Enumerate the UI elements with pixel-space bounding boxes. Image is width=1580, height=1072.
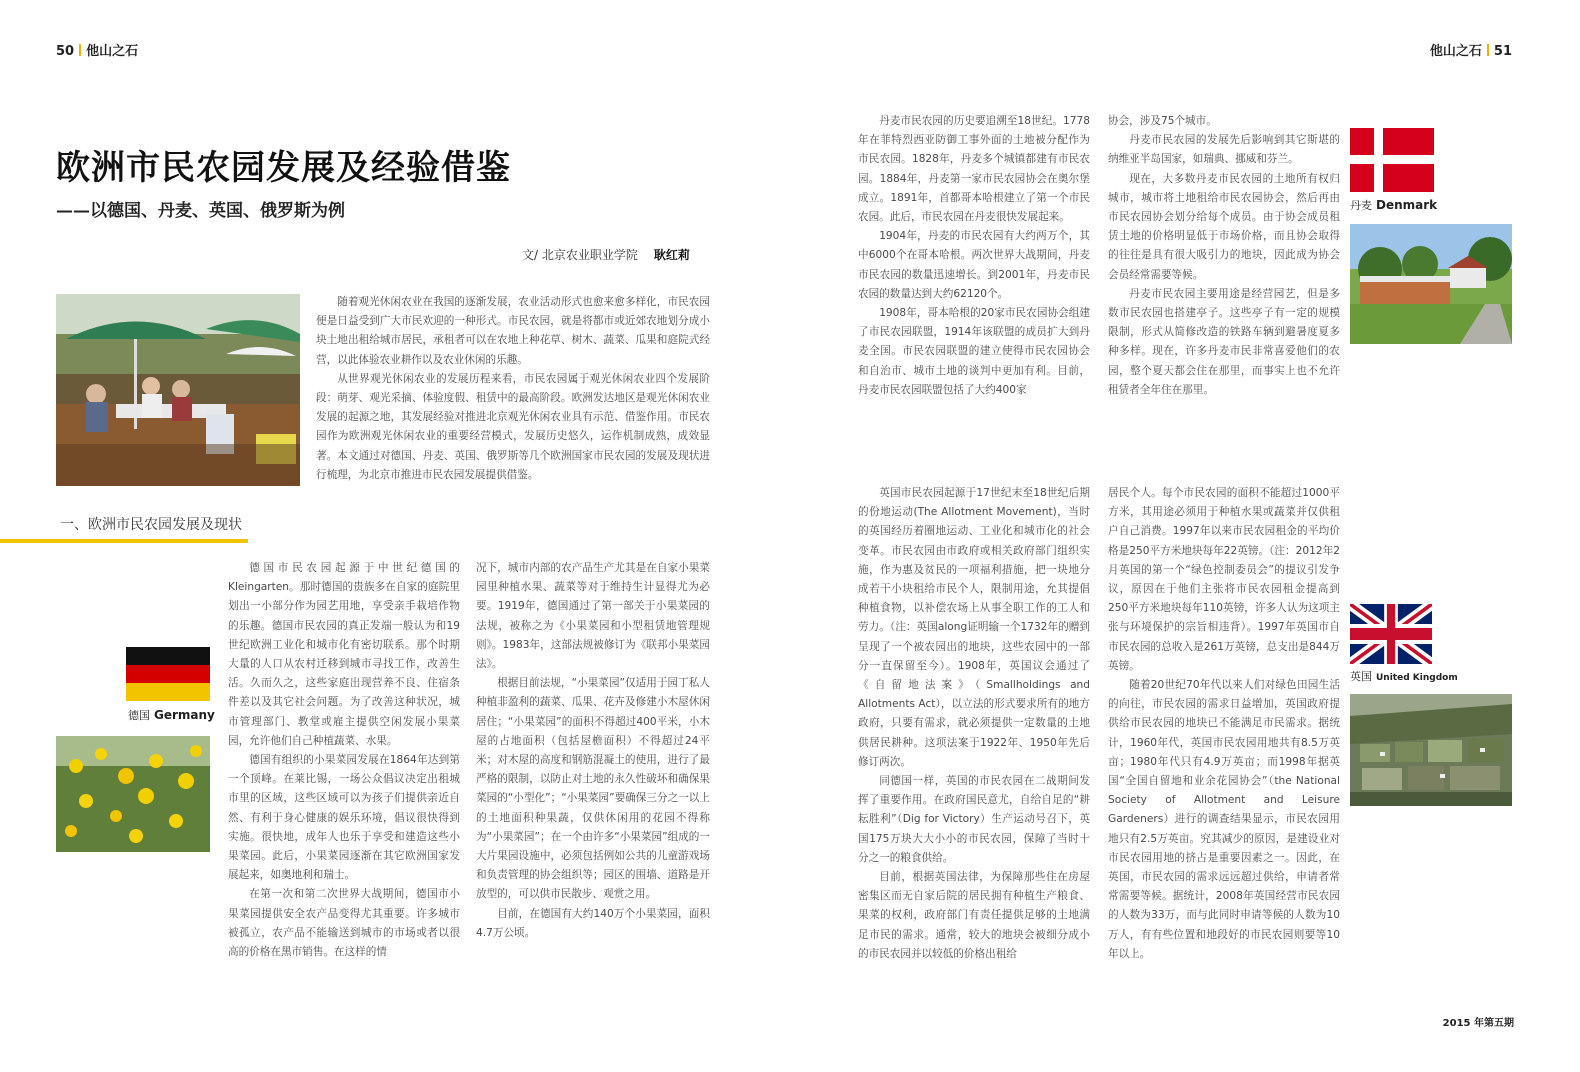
uk-paragraph: 居民个人。每个市民农园的面积不能超过1000平方米，其用途必须用于种植水果或蔬菜并仅供租户自己消费。1997年以来市民农园租金的平均价格是250平方米地块每年22英镑。（注：2012年2月英国的第一个“绿色控制委员会”的提议引发争议，原因在于他们主张将市民农园租金提高到250平方米地块每年110英镑，许多人认为这项主张与环境保护的宗旨相违背）。1997年英国市自市民农园的总收入是261万英镑，总支出是844万英镑。 [1108, 487, 1340, 672]
article-byline [522, 246, 690, 263]
page-number-right: 51 [1493, 44, 1512, 59]
denmark-label-en: Denmark [1376, 198, 1438, 212]
column-title-left: 他山之石 [86, 44, 139, 59]
germany-column-2 [476, 559, 710, 979]
uk-label [1350, 668, 1458, 684]
germany-label [128, 707, 215, 723]
author-affiliation: 文/ 北京农业职业学院 [522, 248, 638, 262]
germany-paragraph: 在第一次和第二次世界大战期间，德国市小果菜园提供安全农产品变得尤其重要。许多城市被孤立，农产品不能输送到城市的市场或者以很高的价格在黑市销售。在这样的情 [228, 888, 460, 959]
article-title: 欧洲市民农园发展及经验借鉴 [56, 148, 511, 188]
page-header-left [56, 40, 138, 59]
page-header-right [1430, 40, 1512, 59]
article-subtitle: ——以德国、丹麦、英国、俄罗斯为例 [56, 201, 345, 221]
intro-text [316, 293, 710, 493]
germany-paragraph: 德国市民农园起源于中世纪德国的Kleingarten。那时德国的贵族多在自家的庭院里划出一小部分作为园艺用地，享受亲手栽培作物的乐趣。德国市民农园的真正发端一般认为和19世纪欧洲工业化和城市化有密切联系。那个时期大量的人口从农村迁移到城市寻找工作，改善生活。久而久之，这些家庭出现营养不良、住宿条件差以及其它社会问题。为了改善这种状况，城市管理部门、教堂或雇主提供空闲发展小果菜园，允许他们自己种植蔬菜、水果。 [228, 562, 460, 747]
sunflower-photo [56, 736, 210, 852]
germany-column-1 [228, 559, 460, 999]
denmark-label [1350, 197, 1437, 213]
issue-footer: 2015 年第五期 [1442, 1018, 1514, 1029]
denmark-paragraph: 丹麦市民农园主要用途是经营园艺，但是多数市民农园也搭建亭子。这些亭子有一定的规模限制，形式从简修改造的铁路车辆到避暑度夏多种多样。现在，许多丹麦市民非常喜爱他们的农园，整个夏天都会住在那里，而事实上也不允许租赁者全年住在那里。 [1108, 287, 1340, 396]
cafe-photo [56, 294, 300, 486]
column-title-right: 他山之石 [1429, 44, 1482, 59]
uk-label-cn: 英国 [1350, 670, 1372, 683]
germany-paragraph: 况下，城市内部的农产品生产尤其是在自家小果菜园里种植水果、蔬菜等对于维持生计显得尤为必要。1919年，德国通过了第一部关于小果菜园的法规，被称之为《小果菜园和小型租赁地管理规则》。1983年，这部法规被修订为《联邦小果菜园法》。 [476, 562, 710, 671]
uk-label-en: United Kingdom [1376, 673, 1458, 683]
flag-denmark-icon [1350, 128, 1434, 192]
flag-germany-icon [126, 647, 210, 701]
uk-paragraph: 目前，根据英国法律，为保障那些住在房屋密集区而无自家后院的居民拥有种植生产粮食、果菜的权利，政府部门有责任提供足够的土地满足市民的需求。通常，较大的地块会被细分成小的市民农园并以较低的价格出租给 [858, 871, 1090, 960]
denmark-column-2 [1108, 112, 1340, 404]
germany-label-cn: 德国 [128, 709, 150, 722]
uk-paragraph: 同德国一样，英国的市民农园在二战期间发挥了重要作用。在政府国民意尤，自给自足的“耕耘胜利”（Dig for Victory）生产运动号召下，英国175万块大大小小的市民农园，保障了当时十分之一的粮食供给。 [858, 775, 1090, 864]
denmark-paragraph: 协会，涉及75个城市。 [1108, 115, 1217, 127]
intro-paragraph: 随着观光休闲农业在我国的逐渐发展，农业活动形式也愈来愈多样化，市民农园便是日益受到广大市民欢迎的一种形式。市民农园，就是将都市或近郊农地划分成小块土地出租给城市居民，承租者可以在农地上种花草、树木、蔬菜、瓜果和庭院式经营，以此体验农业耕作以及农业休闲的乐趣。 [316, 296, 710, 366]
denmark-paragraph: 1904年，丹麦的市民农园有大约两万个，其中6000个在哥本哈根。两次世界大战期间，丹麦市民农园的数量迅速增长。到2001年，丹麦市民农园的数量达到大约62120个。 [858, 230, 1090, 300]
uk-column-2 [1108, 484, 1340, 978]
germany-paragraph: 德国有组织的小果菜园发展在1864年达到第一个顶峰。在莱比锡，一场公众倡议决定出租城市里的区域，这些区域可以为孩子们提供亲近自然、有利于身心健康的娱乐环境，倡议很快得到实施。很快地，成年人也乐于享受和建造这些小果菜园。此后，小果菜园逐渐在其它欧洲国家发展起来，如奥地利和瑞士。 [228, 754, 460, 882]
intro-paragraph: 从世界观光休闲农业的发展历程来看，市民农园属于观光休闲农业四个发展阶段：萌芽、观光采摘、体验度假、租赁中的最高阶段。欧洲发达地区是观光休闲农业发展的起源之地，其发展经验对推进北京观光休闲农业具有示范、借鉴作用。市民农园作为欧洲观光休闲农业的重要经营模式，发展历史悠久，运作机制成熟，成效显著。本文通过对德国、丹麦、英国、俄罗斯等几个欧洲国家市民农园的发展及现状进行梳理，为北京市推进市民农园发展提供借鉴。 [316, 372, 710, 481]
flag-uk-icon [1350, 604, 1432, 664]
denmark-paragraph: 丹麦市民农园的历史要追溯至18世纪。1778年在菲特烈西亚防御工事外面的土地被分配作为市民农园。1828年，丹麦多个城镇都建有市民农园。1884年，丹麦第一家市民农园协会在奥尔堡成立。1891年，首都哥本哈根建立了第一个市民农园。此后，市民农园在丹麦很快发展起来。 [858, 115, 1090, 224]
germany-label-en: Germany [154, 708, 215, 722]
section-heading: 一、欧洲市民农园发展及现状 [60, 517, 242, 533]
denmark-paragraph: 现在，大多数丹麦市民农园的土地所有权归城市，城市将土地租给市民农园协会，然后再由市民农园协会划分给每个成员。由于协会成员租赁土地的价格明显低于市场价格，而且协会取得的往往是具有很大吸引力的地块，因此成为协会会员经常需要等候。 [1108, 172, 1340, 281]
uk-paragraph: 随着20世纪70年代以来人们对绿色田园生活的向往，市民农园的需求日益增加，英国政府提供给市民农园的地块已不能满足市民需求。据统计，1960年代，英国市民农园用地共有8.5万英亩；1980年代只有4.9万英亩；而1998年据英国“全国自留地和业余花园协会”（the National Society of Allotment and Leisure Gardeners）进行的调查结果显示，市民农园用地只有2.5万英亩。究其减少的原因，是建设业对市民农园用地的挤占是重要因素之一。因此，在英国，市民农园的需求远远超过供给，申请者常常需要等候。据统计，2008年英国经营市民农园的人数为33万，而与此同时申请等候的人数为10万人，有有些位置和地段好的市民农园则要等10年以上。 [1108, 679, 1340, 960]
author-name: 耿红莉 [653, 248, 690, 262]
uk-paragraph: 英国市民农园起源于17世纪末至18世纪后期的份地运动(The Allotment Movement)，当时的英国经历着圈地运动、工业化和城市化的社会变革。市民农园由市政府或相关政府部门组织实施，作为惠及贫民的一项福利措施，把一块地分成若干小块租给市民个人，限制用途，允其提倡种植食物，以补偿农场上从事全职工作的工人和劳力。（注：英国along证明输一个1732年的赠到呈现了一个被农园出的地块，这些农园中的一部分一直保留至今）。1908年，英国议会通过了《自留地法案》（Smallholdings and Allotments Act），以立法的形式要求所有的地方政府，只要有需求，就必须提供一定数量的土地供居民耕种。这项法案于1922年、1950年先后修订两次。 [858, 487, 1090, 768]
germany-paragraph: 目前，在德国有大约140万个小果菜园，面积4.7万公顷。 [476, 907, 710, 939]
denmark-garden-photo [1350, 224, 1512, 344]
page-number-left: 50 [56, 44, 75, 59]
denmark-column-1 [858, 112, 1090, 424]
germany-paragraph: 根据目前法规，“小果菜园”仅适用于园丁私人种植非盈利的蔬菜、瓜果、花卉及修建小木屋休闲居住；“小果菜园”的面积不得超过400平米，小木屋的占地面积（包括屋檐面积）不得超过24平米；对木屋的高度和钢筋混凝土的使用，进行了最严格的限制，以防止对土地的永久性破坏和确保果菜园的“小型化”；“小果菜园”要确保三分之一以上的土地面积种果蔬，仅供休闲用的花园不得称为“小果菜园”；在一个由许多“小果菜园”组成的一大片果园设施中，必须包括例如公共的儿童游戏场和负责管理的协会组织等；园区的围墙、道路是开放型的，可以供市民散步、观赏之用。 [476, 677, 710, 901]
denmark-paragraph: 丹麦市民农园的发展先后影响到其它斯堪的纳维亚半岛国家，如瑞典、挪威和芬兰。 [1108, 134, 1340, 166]
uk-column-1 [858, 484, 1090, 978]
section-underline [0, 539, 248, 543]
uk-allotment-aerial-photo [1350, 694, 1512, 806]
denmark-paragraph: 1908年，哥本哈根的20家市民农园协会组建了市民农园联盟，1914年该联盟的成员扩大到丹麦全国。市民农园联盟的建立使得市民农园协会和自治市、城市土地的谈判中更加有利。目前，丹麦市民农园联盟包括了大约400家 [858, 307, 1090, 396]
denmark-label-cn: 丹麦 [1350, 199, 1372, 212]
